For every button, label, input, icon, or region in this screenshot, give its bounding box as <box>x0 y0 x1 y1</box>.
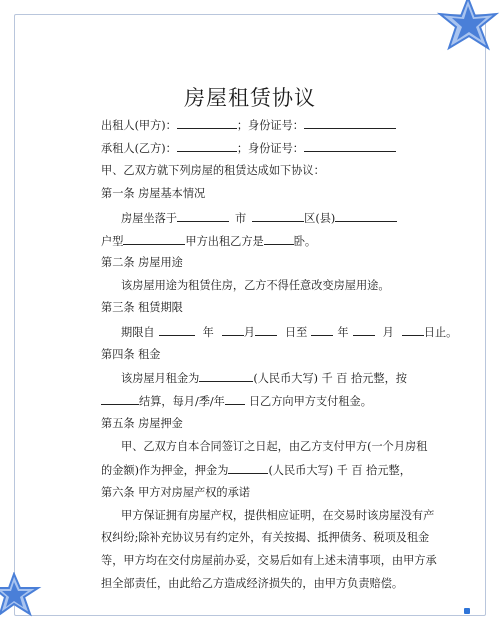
article-6-text-1: 甲方保证拥有房屋产权，提供相应证明，在交易时该房屋没有产 <box>121 509 435 522</box>
city-blank <box>177 211 229 222</box>
lessor-label: 出租人(甲方)： <box>101 119 177 132</box>
deposit-amount-blank <box>228 463 268 474</box>
article-2-heading: 第二条 房屋用途 <box>101 256 183 269</box>
end-year-blank <box>311 325 333 336</box>
district-label: 区(县) <box>304 212 336 225</box>
term-from-label: 期限自 <box>121 326 155 339</box>
payment-label: 日乙方向甲方支付租金。 <box>248 395 372 408</box>
lessee-line <box>101 141 396 156</box>
rent-amount-blank <box>199 371 253 382</box>
article-5-heading: 第五条 房屋押金 <box>101 417 183 430</box>
article-6-heading: 第六条 甲方对房屋产权的承诺 <box>101 486 250 499</box>
year-label: 年 <box>202 326 214 339</box>
rent-line <box>121 371 407 386</box>
term-line <box>121 325 457 340</box>
article-4-heading: 第四条 租金 <box>101 348 161 361</box>
payment-day-blank <box>225 394 245 405</box>
article-3-heading: 第三条 租赁期限 <box>101 301 183 314</box>
lessee-id-blank <box>304 141 396 152</box>
month-label: 月 <box>243 326 255 339</box>
year-label: 年 <box>337 326 349 339</box>
location-label: 房屋坐落于 <box>121 212 177 225</box>
rent-label: 该房屋月租金为 <box>121 372 200 385</box>
article-2-text: 该房屋用途为租赁住房，乙方不得任意改变房屋用途。 <box>121 279 390 292</box>
start-year-blank <box>159 325 195 336</box>
settlement-label: 结算，每月/季/年 <box>139 395 225 408</box>
deposit-text-1: 甲、乙双方自本合同签订之日起，由乙方支付甲方(一个月房租 <box>121 440 428 453</box>
rooms-blank <box>264 234 294 245</box>
house-type-line <box>101 234 316 249</box>
lessee-id-label: ；身份证号： <box>236 142 304 155</box>
month-label: 月 <box>382 326 394 339</box>
lessor-line <box>101 118 396 133</box>
lessor-id-blank <box>304 118 396 129</box>
end-day-blank <box>402 325 424 336</box>
house-type-label: 户型 <box>101 235 124 248</box>
article-6-text-4: 担全部责任，由此给乙方造成经济损失的，由甲方负责赔偿。 <box>101 577 404 590</box>
intro-text: 甲、乙双方就下列房屋的租赁达成如下协议： <box>101 164 325 177</box>
term-to-label: 日至 <box>284 326 308 339</box>
day-end-label: 日止。 <box>423 326 458 339</box>
start-month-blank <box>222 325 244 336</box>
lessee-name-blank <box>177 141 237 152</box>
article-6-text-2: 权纠纷;除补充协议另有约定外，有关按揭、抵押债务、税项及租金 <box>101 531 430 544</box>
star-decoration-icon <box>424 0 500 56</box>
lessor-id-label: ；身份证号： <box>236 119 304 132</box>
lessee-label: 承租人(乙方)： <box>101 142 177 155</box>
rooms-label: 甲方出租乙方是 <box>185 235 264 248</box>
start-day-blank <box>255 325 277 336</box>
deposit-label: 的金额)作为押金，押金为 <box>101 464 229 477</box>
corner-marker <box>464 608 470 614</box>
deposit-uppercase-text: (人民币大写) 千 百 拾元整， <box>268 464 411 477</box>
document-title: 房屋租赁协议 <box>184 86 316 110</box>
end-month-blank <box>353 325 375 336</box>
lessor-name-blank <box>177 118 237 129</box>
district-blank <box>252 211 304 222</box>
settlement-blank <box>101 394 139 405</box>
rooms-unit: 卧。 <box>293 235 317 248</box>
rent-uppercase-text: (人民币大写) 千 百 拾元整，按 <box>253 372 407 385</box>
house-type-blank <box>123 234 185 245</box>
star-decoration-icon <box>0 572 46 618</box>
article-1-heading: 第一条 房屋基本情况 <box>101 187 206 200</box>
deposit-line <box>101 463 411 478</box>
payment-line <box>101 394 372 409</box>
location-line <box>121 211 397 226</box>
article-6-text-3: 等，甲方均在交付房屋前办妥，交易后如有上述未清事项，由甲方承 <box>101 554 437 567</box>
address-blank <box>335 211 397 222</box>
city-label: 市 <box>234 212 247 225</box>
